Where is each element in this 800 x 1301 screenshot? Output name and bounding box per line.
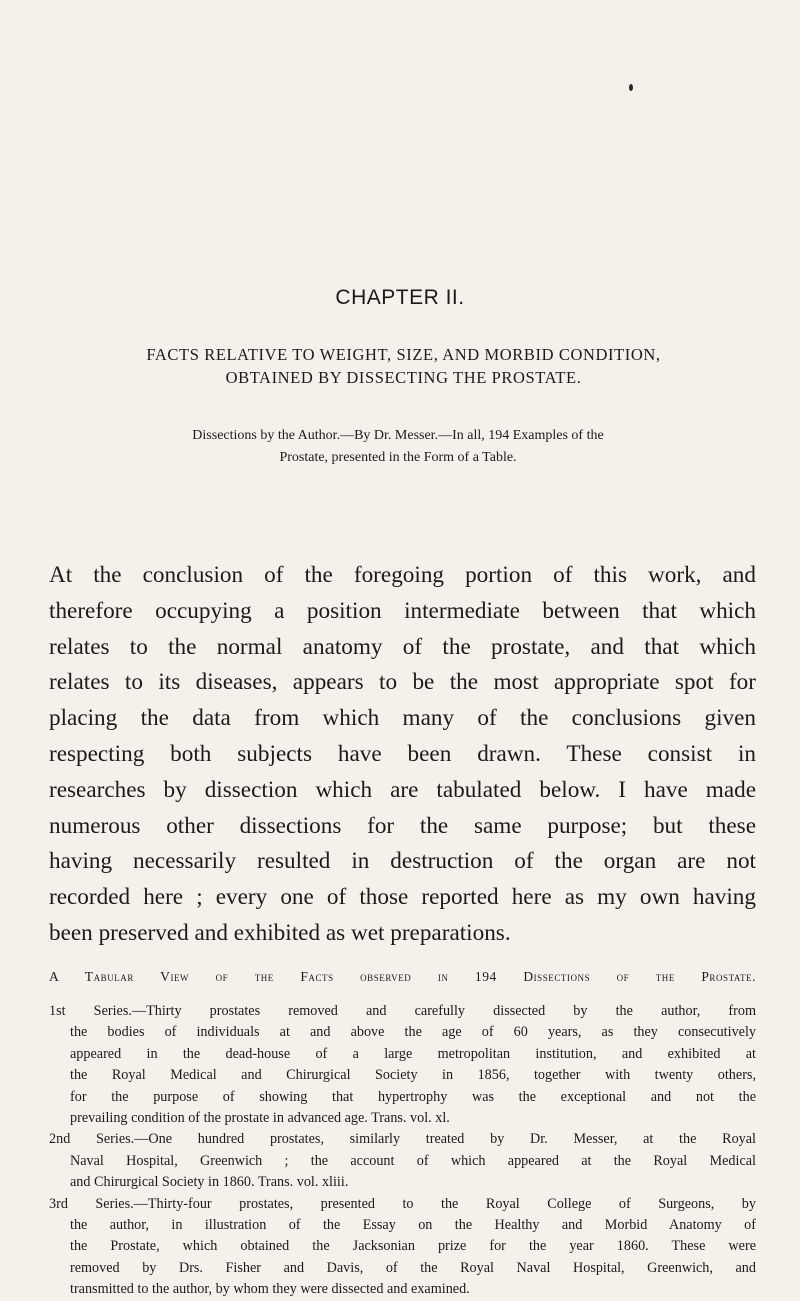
body-line: recorded here ; every one of those reported here as my own having bbox=[49, 884, 756, 911]
body-line: relates to its diseases, appears to be the most appropriate spot for bbox=[49, 669, 756, 696]
body-line: therefore occupying a position intermediate between that which bbox=[49, 597, 756, 624]
body-line: At the conclusion of the foregoing portion of this work, and bbox=[49, 562, 756, 588]
series-line: the bodies of individuals at and above the age of 60 years, as they consecutively bbox=[70, 1024, 756, 1041]
body-line: been preserved and exhibited as wet preparations. bbox=[49, 919, 511, 946]
series-line: the author, in illustration of the Essay on the Healthy and Morbid Anatomy of bbox=[70, 1217, 756, 1234]
synopsis-line: Dissections by the Author.—By Dr. Messer.—In all, 194 Examples of the bbox=[192, 428, 604, 443]
body-line: researches by dissection which are tabulated below. I have made bbox=[49, 776, 756, 803]
synopsis-line: Prostate, presented in the Form of a Table. bbox=[279, 450, 517, 465]
series-entry-1 bbox=[49, 1001, 756, 1129]
series-line: transmitted to the author, by whom they were dissected and examined. bbox=[70, 1281, 470, 1298]
body-line: respecting both subjects have been drawn. These consist in bbox=[49, 740, 756, 767]
body-paragraph bbox=[49, 558, 756, 952]
body-line: placing the data from which many of the conclusions given bbox=[49, 705, 756, 732]
body-line: relates to the normal anatomy of the prostate, and that which bbox=[49, 633, 756, 660]
series-line: for the purpose of showing that hypertrophy was the exceptional and not the bbox=[70, 1088, 756, 1105]
series-entry-2 bbox=[49, 1129, 756, 1193]
series-list bbox=[49, 1001, 756, 1301]
table-heading: A Tabular View of the Facts observed in 194 Dissections of the Prostate. bbox=[49, 969, 756, 984]
chapter-synopsis bbox=[128, 425, 668, 469]
series-line: 3rd Series.—Thirty-four prostates, presented to the Royal College of Surgeons, by bbox=[49, 1195, 756, 1212]
series-line: removed by Drs. Fisher and Davis, of the Royal Naval Hospital, Greenwich, and bbox=[70, 1259, 756, 1276]
body-line: numerous other dissections for the same purpose; but these bbox=[49, 812, 756, 839]
section-title-line: FACTS RELATIVE TO WEIGHT, SIZE, AND MORBID CONDITION, bbox=[146, 345, 661, 364]
series-line: 2nd Series.—One hundred prostates, similarly treated by Dr. Messer, at the Royal bbox=[49, 1131, 756, 1148]
chapter-heading: CHAPTER II. bbox=[335, 286, 465, 309]
ink-speck bbox=[629, 84, 633, 91]
section-title-line: OBTAINED BY DISSECTING THE PROSTATE. bbox=[225, 368, 582, 387]
series-line: the Prostate, which obtained the Jacksonian prize for the year 1860. These were bbox=[70, 1238, 756, 1255]
series-line: Naval Hospital, Greenwich ; the account of which appeared at the Royal Medical bbox=[70, 1152, 756, 1169]
series-line: prevailing condition of the prostate in advanced age. Trans. vol. xl. bbox=[70, 1110, 450, 1127]
section-title bbox=[90, 343, 717, 389]
series-line: appeared in the dead-house of a large metropolitan institution, and exhibited at bbox=[70, 1045, 756, 1062]
series-line: 1st Series.—Thirty prostates removed and carefully dissected by the author, from bbox=[49, 1003, 756, 1019]
body-line: having necessarily resulted in destruction of the organ are not bbox=[49, 848, 756, 875]
series-line: and Chirurgical Society in 1860. Trans. vol. xliii. bbox=[70, 1174, 349, 1191]
series-line: the Royal Medical and Chirurgical Society in 1856, together with twenty others, bbox=[70, 1067, 756, 1084]
series-entry-3 bbox=[49, 1194, 756, 1301]
